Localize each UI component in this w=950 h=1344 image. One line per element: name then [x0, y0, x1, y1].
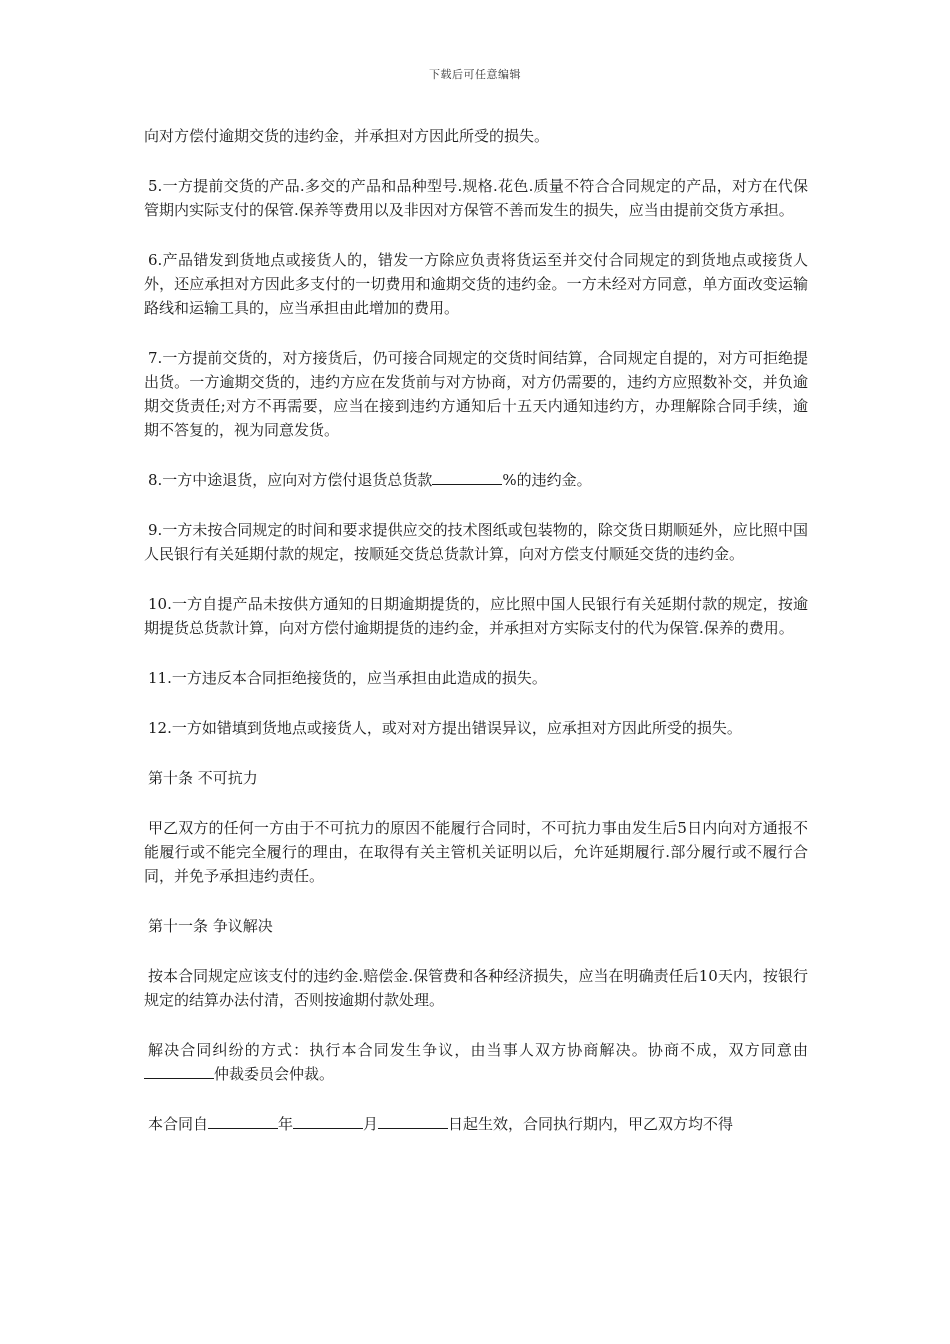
paragraph-text: 仲裁委员会仲裁。	[214, 1065, 335, 1083]
paragraph-p11	[144, 914, 808, 938]
paragraph-text: 12.一方如错填到货地点或接货人，或对对方提出错误异议，应承担对方因此所受的损失。	[148, 719, 742, 737]
paragraph-text: 第十一条 争议解决	[148, 917, 273, 935]
paragraph-text: 本合同自	[148, 1115, 209, 1133]
paragraph-text: 10.一方自提产品未按供方通知的日期逾期提货的，应比照中国人民银行有关延期付款的规定，按逾期提货总货款计算，向对方偿付逾期提货的违约金，并承担对方实际支付的代为保管.保养的费用。	[144, 595, 808, 637]
paragraph-text: 7.一方提前交货的，对方接货后，仍可接合同规定的交货时间结算，合同规定自提的，对方可拒绝提出货。一方逾期交货的，违约方应在发货前与对方协商，对方仍需要的，违约方应照数补交，并负逾期交货责任;对方不再需要，应当在接到违约方通知后十五天内通知违约方，办理解除合同手续，逾期不答复的，视为同意发货。	[144, 349, 808, 439]
paragraph-p1	[144, 174, 808, 222]
paragraph-text: 11.一方违反本合同拒绝接货的，应当承担由此造成的损失。	[148, 669, 547, 687]
paragraph-text: 5.一方提前交货的产品.多交的产品和品种型号.规格.花色.质量不符合合同规定的产品，对方在代保管期内实际支付的保管.保养等费用以及非因对方保管不善而发生的损失，应当由提前交货方承担。	[144, 177, 808, 219]
paragraph-text: 日起生效，合同执行期内，甲乙双方均不得	[448, 1115, 734, 1133]
paragraph-p14	[144, 1112, 808, 1136]
paragraph-text: 解决合同纠纷的方式：执行本合同发生争议，由当事人双方协商解决。协商不成，双方同意由	[148, 1041, 808, 1059]
document-body	[144, 124, 808, 1162]
fill-in-blank[interactable]	[293, 1113, 363, 1129]
paragraph-text: 9.一方未按合同规定的时间和要求提供应交的技术图纸或包装物的，除交货日期顺延外，应比照中国人民银行有关延期付款的规定，按顺延交货总货款计算，向对方偿支付顺延交货的违约金。	[144, 521, 808, 563]
paragraph-p5	[144, 518, 808, 566]
page-header: 下载后可任意编辑	[429, 68, 521, 81]
paragraph-text: 第十条 不可抗力	[148, 769, 258, 787]
paragraph-text: 甲乙双方的任何一方由于不可抗力的原因不能履行合同时，不可抗力事由发生后5日内向对方通报不能履行或不能完全履行的理由，在取得有关主管机关证明以后，允许延期履行.部分履行或不履行合同，并免予承担违约责任。	[144, 819, 808, 885]
paragraph-p3	[144, 346, 808, 442]
paragraph-text: 月	[363, 1115, 379, 1133]
paragraph-text: 按本合同规定应该支付的违约金.赔偿金.保管费和各种经济损失，应当在明确责任后10天内，按银行规定的结算办法付清，否则按逾期付款处理。	[144, 967, 808, 1009]
fill-in-blank[interactable]	[208, 1113, 278, 1129]
fill-in-blank[interactable]	[144, 1063, 214, 1079]
paragraph-p2	[144, 248, 808, 320]
paragraph-p6	[144, 592, 808, 640]
fill-in-blank[interactable]	[432, 469, 502, 485]
fill-in-blank[interactable]	[378, 1113, 448, 1129]
paragraph-p10	[144, 816, 808, 888]
paragraph-p9	[144, 766, 808, 790]
paragraph-text: 6.产品错发到货地点或接货人的，错发一方除应负责将货运至并交付合同规定的到货地点或接货人外，还应承担对方因此多支付的一切费用和逾期交货的违约金。一方未经对方同意，单方面改变运输路线和运输工具的，应当承担由此增加的费用。	[144, 251, 808, 317]
paragraph-p7	[144, 666, 808, 690]
paragraph-p12	[144, 964, 808, 1012]
paragraph-p13	[144, 1038, 808, 1086]
paragraph-text: %的违约金。	[502, 471, 592, 489]
paragraph-p8	[144, 716, 808, 740]
paragraph-p4	[144, 468, 808, 492]
paragraph-text: 年	[278, 1115, 294, 1133]
paragraph-text: 8.一方中途退货，应向对方偿付退货总货款	[148, 471, 433, 489]
paragraph-text: 向对方偿付逾期交货的违约金，并承担对方因此所受的损失。	[144, 127, 550, 145]
paragraph-p0	[144, 124, 808, 148]
